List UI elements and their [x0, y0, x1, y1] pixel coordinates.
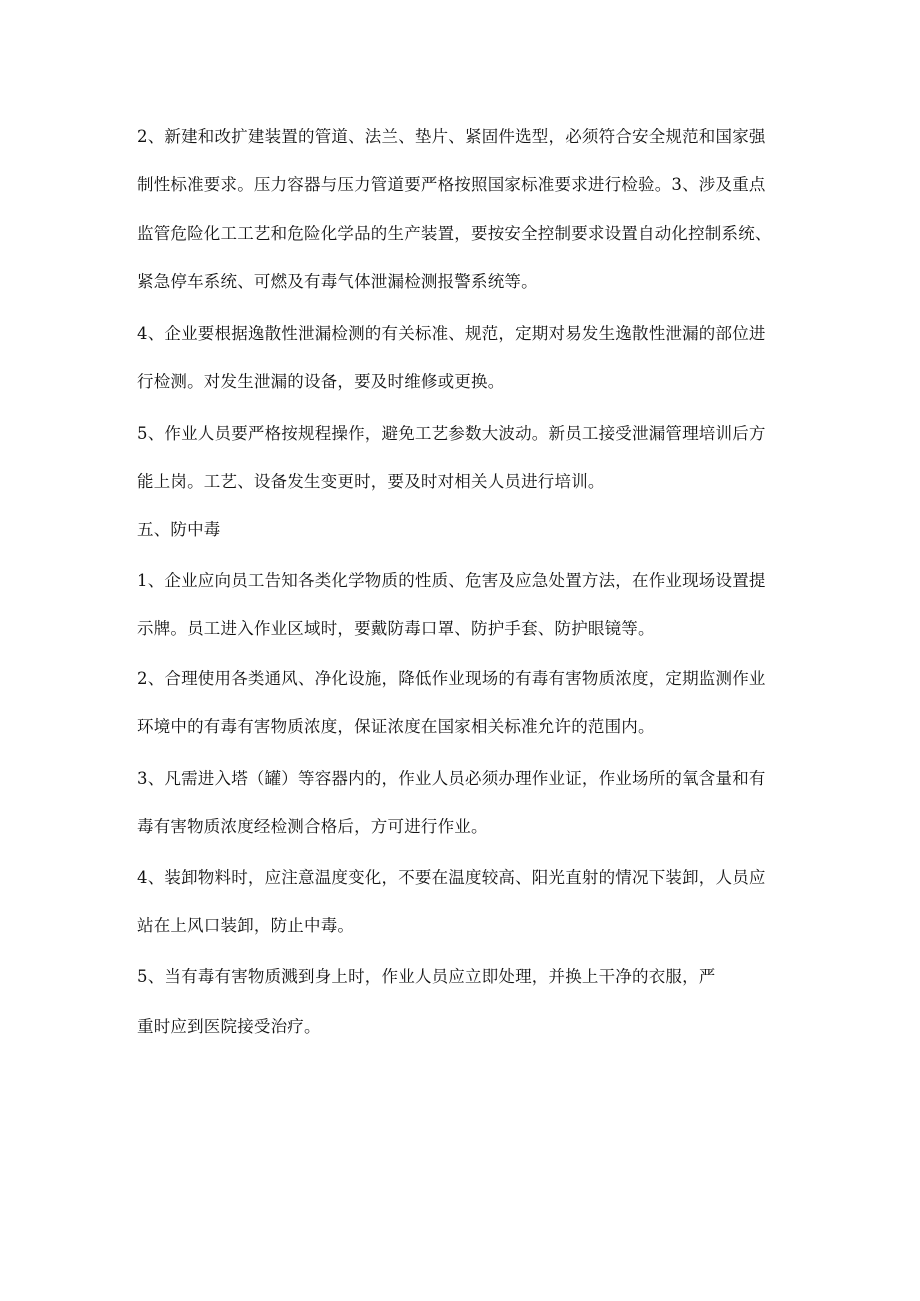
text-line: 环境中的有毒有害物质浓度，保证浓度在国家相关标准允许的范围内。 — [137, 717, 655, 736]
text-line: 5、当有毒有害物质溅到身上时，作业人员应立即处理，并换上干净的衣服，严 — [137, 967, 716, 986]
text-line: 4、装卸物料时，应注意温度变化，不要在温度较高、阳光直射的情况下装卸，人员应 — [137, 868, 766, 887]
section-heading: 五、防中毒 — [137, 520, 221, 539]
text-line: 示牌。员工进入作业区域时，要戴防毒口罩、防护手套、防护眼镜等。 — [137, 619, 655, 638]
text-line: 重时应到医院接受治疗。 — [137, 1017, 321, 1036]
text-line: 行检测。对发生泄漏的设备，要及时维修或更换。 — [137, 372, 505, 391]
text-line: 站在上风口装卸，防止中毒。 — [137, 916, 355, 935]
text-line: 毒有害物质浓度经检测合格后，方可进行作业。 — [137, 817, 488, 836]
text-line: 4、企业要根据逸散性泄漏检测的有关标准、规范，定期对易发生逸散性泄漏的部位进 — [137, 324, 766, 343]
text-line: 1、企业应向员工告知各类化学物质的性质、危害及应急处置方法，在作业现场设置提 — [137, 571, 766, 590]
text-line: 5、作业人员要严格按规程操作，避免工艺参数大波动。新员工接受泄漏管理培训后方 — [137, 424, 766, 443]
text-line: 监管危险化工工艺和危险化学品的生产装置，要按安全控制要求设置自动化控制系统、 — [137, 224, 772, 243]
text-line: 2、新建和改扩建装置的管道、法兰、垫片、紧固件选型，必须符合安全规范和国家强 — [137, 127, 766, 146]
text-line: 制性标准要求。压力容器与压力管道要严格按照国家标准要求进行检验。3、涉及重点 — [137, 175, 766, 194]
text-line: 紧急停车系统、可燃及有毒气体泄漏检测报警系统等。 — [137, 272, 538, 291]
text-line: 2、合理使用各类通风、净化设施，降低作业现场的有毒有害物质浓度，定期监测作业 — [137, 669, 766, 688]
text-line: 能上岗。工艺、设备发生变更时，要及时对相关人员进行培训。 — [137, 472, 605, 491]
text-line: 3、凡需进入塔（罐）等容器内的，作业人员必须办理作业证，作业场所的氧含量和有 — [137, 769, 766, 788]
